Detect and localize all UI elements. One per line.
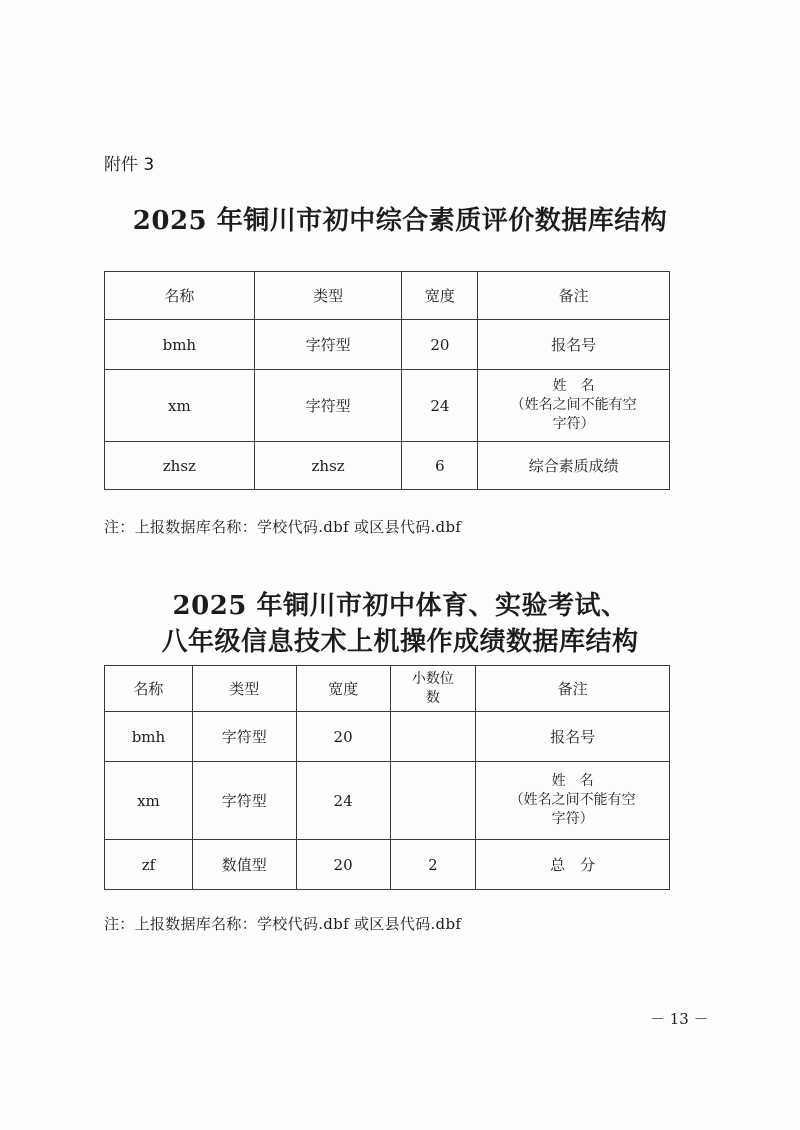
column-header: 类型: [192, 666, 296, 712]
table-header-row: [105, 272, 670, 320]
table2-title-line1: 2025 年铜川市初中体育、实验考试、: [172, 591, 628, 621]
column-header: 备注: [476, 666, 670, 712]
table-cell: 总 分: [476, 840, 670, 890]
table1-note: 注：上报数据库名称：学校代码.dbf 或区县代码.dbf: [104, 518, 462, 536]
page-number: － 13 －: [650, 1010, 709, 1028]
column-header: 宽度: [402, 272, 478, 320]
column-header: 名称: [105, 666, 193, 712]
column-header: 类型: [254, 272, 402, 320]
table-cell: [390, 712, 476, 762]
table2: [104, 665, 670, 890]
table-row: [105, 712, 670, 762]
cell-line: 字符）: [552, 416, 595, 432]
table-cell: 20: [296, 712, 390, 762]
table-row: [105, 762, 670, 840]
table-cell: bmh: [105, 712, 193, 762]
table-row: [105, 840, 670, 890]
table-cell: 24: [402, 370, 478, 442]
table-cell: zhsz: [105, 442, 255, 490]
cell-line: 姓 名: [552, 378, 595, 394]
table-cell: zf: [105, 840, 193, 890]
column-header: 备注: [478, 272, 670, 320]
table-cell: 字符型: [192, 712, 296, 762]
cell-line: （姓名之间不能有空: [510, 397, 637, 413]
table-row: [105, 370, 670, 442]
table-cell: 字符型: [254, 320, 402, 370]
table1-title: 2025 年铜川市初中综合素质评价数据库结构: [132, 206, 668, 236]
table-cell: 字符型: [254, 370, 402, 442]
cell-line: （姓名之间不能有空: [509, 792, 636, 808]
cell-line: 字符）: [551, 811, 594, 827]
column-header: 宽度: [296, 666, 390, 712]
table-header-row: [105, 666, 670, 712]
table-cell: [478, 370, 670, 442]
table-cell: 2: [390, 840, 476, 890]
table-cell: 20: [296, 840, 390, 890]
table-cell: xm: [105, 370, 255, 442]
table-cell: [476, 762, 670, 840]
table-row: [105, 320, 670, 370]
table2-note: 注：上报数据库名称：学校代码.dbf 或区县代码.dbf: [104, 915, 462, 933]
table1: [104, 271, 670, 490]
column-header: [390, 666, 476, 712]
table-cell: 6: [402, 442, 478, 490]
table-cell: 20: [402, 320, 478, 370]
table-cell: xm: [105, 762, 193, 840]
table-cell: 字符型: [192, 762, 296, 840]
cell-line: 姓 名: [551, 773, 594, 789]
table2-title-line2: 八年级信息技术上机操作成绩数据库结构: [161, 627, 639, 657]
table-cell: [390, 762, 476, 840]
cell-line: 数: [425, 689, 440, 706]
table-cell: bmh: [105, 320, 255, 370]
table-cell: zhsz: [254, 442, 402, 490]
table2-title: [0, 588, 800, 660]
table-cell: 数值型: [192, 840, 296, 890]
table-cell: 报名号: [478, 320, 670, 370]
attachment-label: 附件 3: [104, 155, 155, 175]
cell-line: 小数位: [411, 670, 454, 687]
table-cell: 综合素质成绩: [478, 442, 670, 490]
table-cell: 24: [296, 762, 390, 840]
column-header: 名称: [105, 272, 255, 320]
table-cell: 报名号: [476, 712, 670, 762]
table-row: [105, 442, 670, 490]
